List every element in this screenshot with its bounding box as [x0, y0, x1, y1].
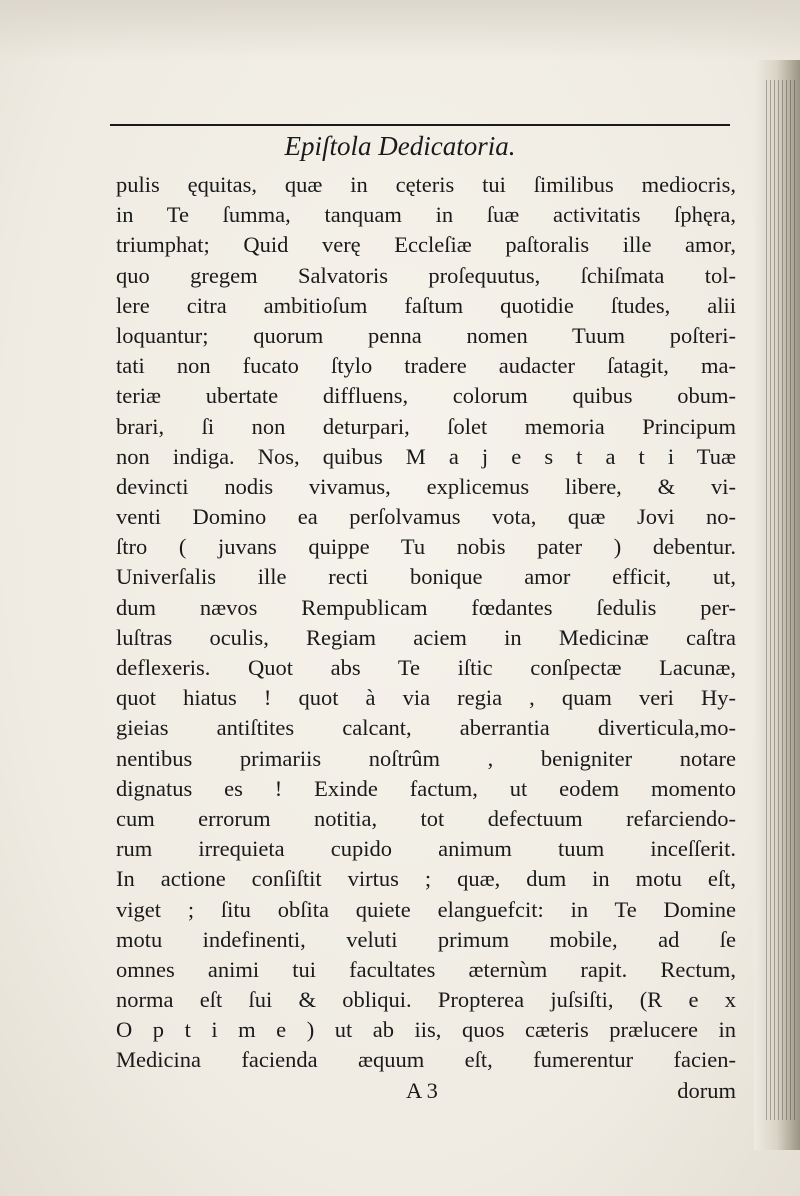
text-line: venti Domino ea perſolvamus vota, quæ Jovi no-: [116, 504, 736, 530]
running-title: Epiſtola Dedicatoria.: [284, 131, 516, 161]
text-line: gieias antiſtites calcant, aberrantia diverticula,mo-: [116, 715, 736, 741]
text-line: deflexeris. Quot abs Te iſtic conſpectæ Lacunæ,: [116, 655, 736, 680]
catchword: dorum: [677, 1077, 736, 1103]
body-text: [116, 170, 736, 1106]
text-line: pulis ęquitas, quæ in cęteris tui ſimilibus mediocris,: [116, 172, 736, 197]
text-line: O p t i m e ) ut ab iis, quos cæteris prælucere in: [116, 1017, 736, 1043]
text-line: quot hiatus ! quot à via regia , quam veri Hy-: [116, 685, 736, 711]
text-line: Univerſalis ille recti bonique amor efficit, ut,: [116, 564, 736, 590]
text-line: norma eſt ſui & obliqui. Propterea juſsiſti, (R e x: [116, 987, 736, 1013]
text-line: devincti nodis vivamus, explicemus libere, & vi-: [116, 473, 736, 499]
text-line: ſtro ( juvans quippe Tu nobis pater ) debentur.: [116, 534, 736, 560]
text-line: dum nævos Rempublicam fœdantes ſedulis per-: [116, 594, 736, 620]
text-line: motu indefinenti, veluti primum mobile, ad ſe: [116, 926, 736, 952]
text-line: In actione conſiſtit virtus ; quæ, dum in motu eſt,: [116, 866, 736, 892]
header-rule: [110, 124, 730, 126]
text-line: Medicina facienda æquum eſt, fumerentur facien-: [116, 1047, 736, 1073]
text-line: teriæ ubertate diffluens, colorum quibus obum-: [116, 383, 736, 409]
text-line: quo gregem Salvatoris proſequutus, ſchiſmata tol-: [116, 262, 736, 288]
signature-line: [116, 1076, 736, 1106]
text-line: loquantur; quorum penna nomen Tuum poſteri-: [116, 322, 736, 348]
text-line: omnes animi tui facultates æternùm rapit. Rectum,: [116, 956, 736, 982]
text-line: nentibus primariis noſtrûm , benigniter notare: [116, 745, 736, 771]
text-line: dignatus es ! Exinde factum, ut eodem momento: [116, 775, 736, 801]
text-line: triumphat; Quid verę Eccleſiæ paſtoralis ille amor,: [116, 232, 736, 258]
page-shadow: [0, 0, 800, 60]
text-line: non indiga. Nos, quibus M a j e s t a t i Tuæ: [116, 443, 736, 469]
text-line: viget ; ſitu obſita quiete elanguefcit: in Te Domine: [116, 896, 736, 922]
text-line: cum errorum notitia, tot defectuum refarciendo-: [116, 805, 736, 831]
text-line: in Te ſumma, tanquam in ſuæ activitatis ſphęra,: [116, 202, 736, 228]
text-line: tati non fucato ſtylo tradere audacter ſatagit, ma-: [116, 353, 736, 379]
text-line: luſtras oculis, Regiam aciem in Medicinæ caſtra: [116, 624, 736, 650]
text-line: rum irrequieta cupido animum tuum inceſſerit.: [116, 836, 736, 862]
text-line: brari, ſi non deturpari, ſolet memoria Principum: [116, 413, 736, 439]
text-line: lere citra ambitioſum faſtum quotidie ſtudes, alii: [116, 292, 736, 318]
signature-mark: A 3: [406, 1077, 438, 1103]
spine-gutter-lines: [766, 80, 796, 1120]
